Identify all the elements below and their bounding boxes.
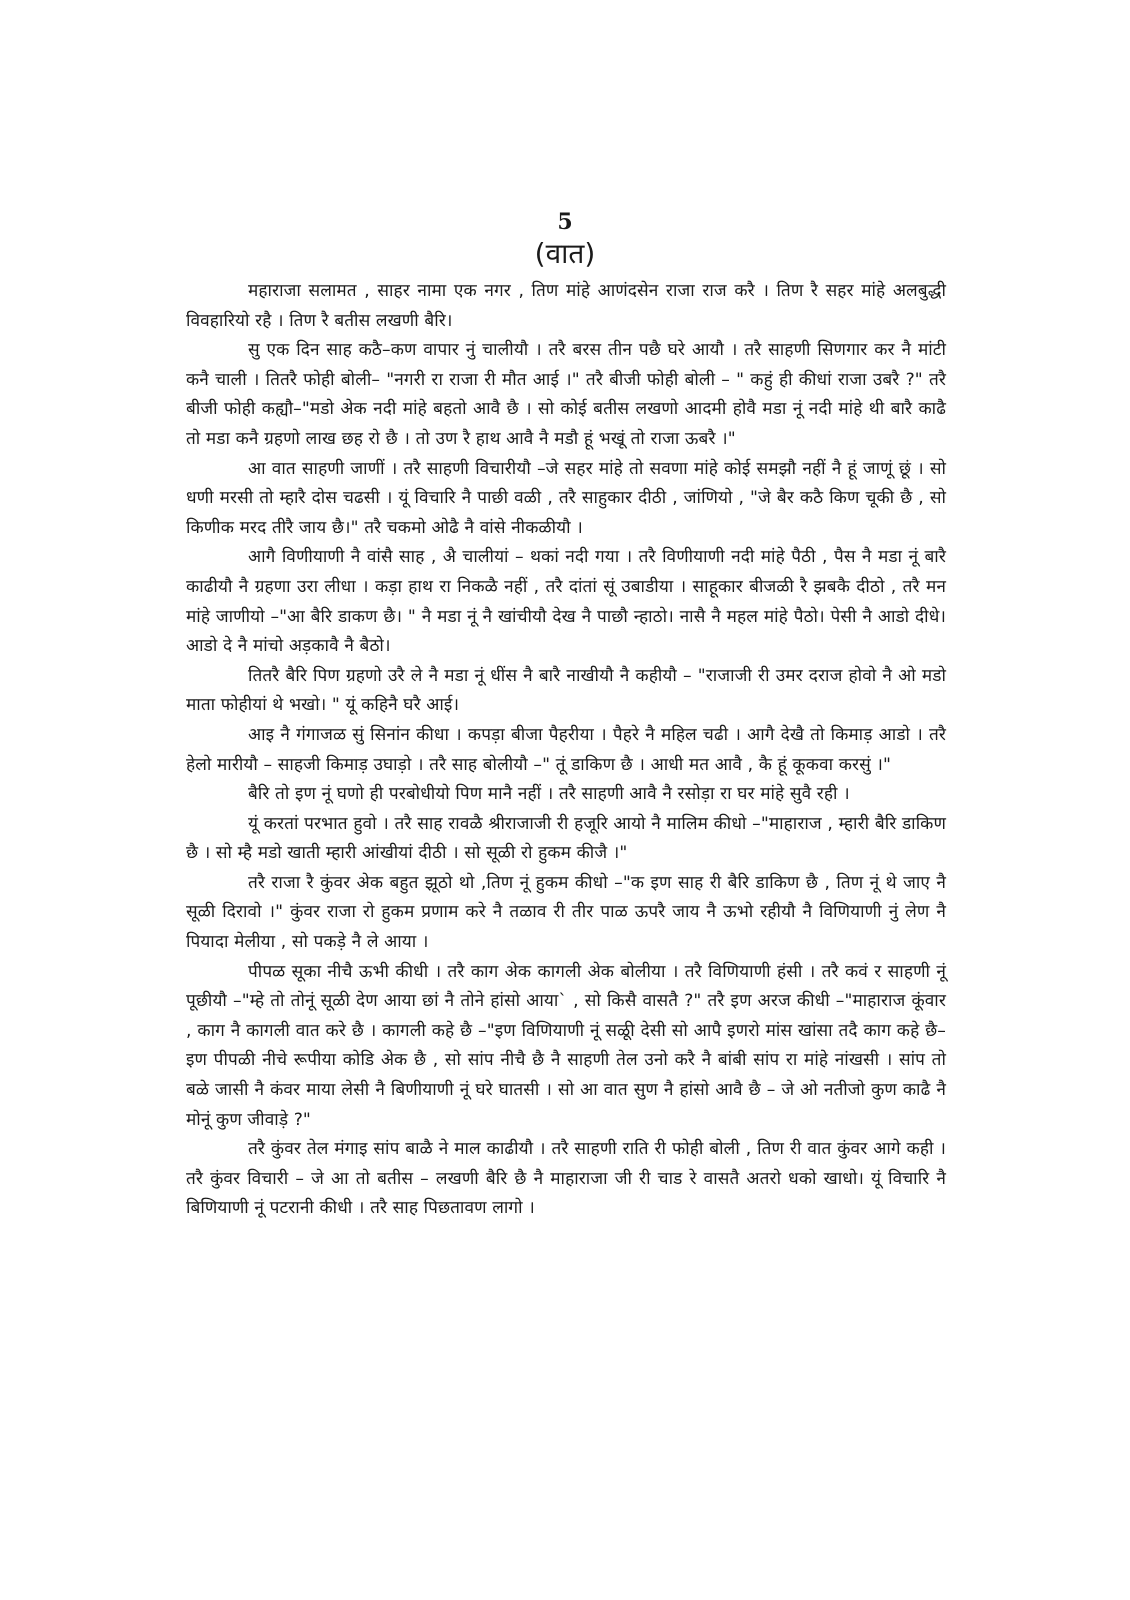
body-text xyxy=(186,277,946,1224)
page-number: 5 xyxy=(557,209,573,235)
paragraph: सु एक दिन साह कठै–कण वापार नुं चालीयौ । तरै बरस तीन पछै घरे आयौ । तरै साहणी सिणगार कर नै मांटी कनै चाली । तितरै फोही बोली– "नगरी रा राजा री मौत आई ।" तरै बीजी फोही बोली – " कहुं ही कीधां राजा उबरै ?" तरै बीजी फोही कह्यौ–"मडो अेक नदी मांहे बहतो आवै छै । सो कोई बतीस लखणो आदमी होवै मडा नूं नदी मांहे थी बारै काढै तो मडा कनै ग्रहणो लाख छह रो छै । तो उण रै हाथ आवै नै मडौ हूं भखूं तो राजा ऊबरै ।" xyxy=(186,340,946,449)
paragraph: आ वात साहणी जाणीं । तरै साहणी विचारीयौ –जे सहर मांहे तो सवणा मांहे कोई समझौ नहीं नै हूं जाणूं छूं । सो धणी मरसी तो म्हारै दोस चढसी । यूं विचारि नै पाछी वळी , तरै साहुकार दीठी , जांणियो , "जे बैर कठै किण चूकी छै , सो किणीक मरद तीरै जाय छै।" तरै चकमो ओढै नै वांसे नीकळीयौ । xyxy=(186,458,946,538)
paragraph: महाराजा सलामत , साहर नामा एक नगर , तिण मांहे आणंदसेन राजा राज करै । तिण रै सहर मांहे अलबुद्धी विवहारियो रहै । तिण रै बतीस लखणी बैरि। xyxy=(186,281,946,331)
paragraph: बैरि तो इण नूं घणो ही परबोधीयो पिण मानै नहीं । तरै साहणी आवै नै रसोड़ा रा घर मांहे सुवै रही । xyxy=(248,784,850,805)
paragraph: यूं करतां परभात हुवो । तरै साह रावळै श्रीराजाजी री हजूरि आयो नै मालिम कीधो –"माहाराज , म्हारी बैरि डाकिण छै । सो म्है मडो खाती म्हारी आंखीयां दीठी । सो सूळी रो हुकम कीजै ।" xyxy=(186,813,946,864)
paragraph: आगै विणीयाणी नै वांसै साह , अै चालीयां – थकां नदी गया । तरै विणीयाणी नदी मांहे पैठी , पैस नै मडा नूं बारै काढीयौ नै ग्रहणा उरा लीधा । कड़ा हाथ रा निकळै नहीं , तरै दांतां सूं उबाडीया । साहूकार बीजळी रै झबकै दीठो , तरै मन मांहे जाणीयो –"आ बैरि डाकण छै। " नै मडा नूं नै खांचीयौ देख नै पाछौ न्हाठो। नासै नै महल मांहे पैठो। पेसी नै आडो दीधे। आडो दे नै मांचो अड़कावै नै बैठो। xyxy=(186,547,946,657)
paragraph: तितरै बैरि पिण ग्रहणो उरै ले नै मडा नूं धींस नै बारै नाखीयौ नै कहीयौ – "राजाजी री उमर दराज होवो नै ओ मडो माता फोहीयां थे भखो। " यूं कहिनै घरै आई। xyxy=(186,665,946,716)
paragraph: तरै कुंवर तेल मंगाइ सांप बाळै ने माल काढीयौ । तरै साहणी राति री फोही बोली , तिण री वात कुंवर आगे कही । तरै कुंवर विचारी – जे आ तो बतीस – लखणी बैरि छै नै माहाराजा जी री चाड रे वासतै अतरो धको खाधो। यूं विचारि नै बिणियाणी नूं पटरानी कीधी । तरै साह पिछतावण लागो । xyxy=(186,1139,946,1219)
page-title: (वात) xyxy=(534,237,596,270)
paragraph: तरै राजा रै कुंवर अेक बहुत झूठो थो ,तिण नूं हुकम कीधो –"क इण साह री बैरि डाकिण छै , तिण नूं थे जाए नै सूळी दिरावो ।" कुंवर राजा रो हुकम प्रणाम करे नै तळाव री तीर पाळ ऊपरै जाय नै ऊभो रहीयौ नै विणियाणी नुं लेण नै पियादा मेलीया , सो पकड़े नै ले आया । xyxy=(186,872,946,953)
paragraph: पीपळ सूका नीचै ऊभी कीधी । तरै काग अेक कागली अेक बोलीया । तरै विणियाणी हंसी । तरै कवं र साहणी नूं पूछीयौ –"म्हे तो तोनूं सूळी देण आया छां नै तोने हांसो आया` , सो किसै वासतै ?" तरै इण अरज कीधी –"माहाराज कूंवार , काग नै कागली वात करे छै । कागली कहे छै –"इण विणियाणी नूं सळूी देसी सो आपै इणरो मांस खांसा तदै काग कहे छै– इण पीपळी नीचे रूपीया कोडि अेक छै , सो सांप नीचै छै नै साहणी तेल उनो करै नै बांबी सांप रा मांहे नांखसी । सांप तो बळे जासी नै कंवर माया लेसी नै बिणीयाणी नूं घरे घातसी । सो आ वात सुण नै हांसो आवै छै – जे ओ नतीजो कुण काढै नै मोनूं कुण जीवाड़े ?" xyxy=(186,961,946,1130)
paragraph: आइ नै गंगाजळ सुं सिनांन कीधा । कपड़ा बीजा पैहरीया । पैहरे नै महिल चढी । आगै देखै तो किमाड़ आडो । तरै हेलो मारीयौ – साहजी किमाड़ उघाड़ो । तरै साह बोलीयौ –" तूं डाकिण छै । आधी मत आवै , कै हूं कूकवा करसुं ।" xyxy=(186,724,946,775)
